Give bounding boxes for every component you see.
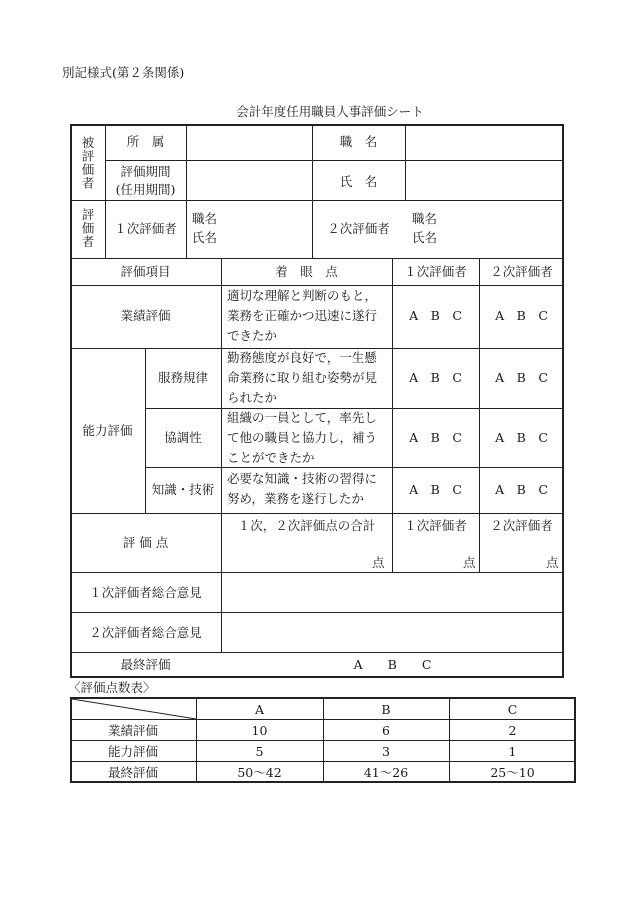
skills-focus: 必要な知識・技術の習得に 努め，業務を遂行したか [227, 471, 378, 506]
score-second-label: ２次評価者 [490, 518, 553, 533]
score-cell: 25〜10 [490, 765, 535, 780]
criteria-item-header: 評価項目 [120, 264, 171, 279]
name-label: 氏 名 [339, 174, 378, 189]
criteria-focus-header: 着 眼 点 [275, 264, 338, 279]
score-total-unit: 点 [372, 555, 385, 570]
first-evaluator-label: １次評価者 [114, 221, 177, 236]
criteria-first-header: １次評価者 [404, 264, 467, 279]
first-opinion-label: １次評価者総合意見 [89, 585, 202, 600]
position-label: 職 名 [339, 134, 378, 149]
score-cell: 41〜26 [363, 765, 409, 780]
score-cell: 50〜42 [237, 765, 282, 780]
performance-label: 業績評価 [120, 308, 171, 323]
skills-second-grades[interactable]: A B C [495, 482, 548, 497]
discipline-second-grades[interactable]: A B C [495, 370, 548, 385]
final-grades[interactable]: A B C [353, 657, 432, 672]
performance-second-grades[interactable]: A B C [495, 308, 548, 323]
score-second-unit: 点 [546, 555, 559, 570]
skills-label: 知識・技術 [151, 482, 215, 497]
second-evaluator-position-label: 職名 [412, 211, 438, 226]
score-cell: 6 [382, 723, 390, 738]
score-first-label: １次評価者 [404, 518, 467, 533]
header-note: 別記様式(第２条関係) [62, 65, 185, 80]
first-opinion-field[interactable] [222, 573, 562, 611]
period-sublabel: (任用期間) [115, 182, 176, 197]
score-total-label: １次，２次評価点の合計 [237, 518, 376, 533]
score-row-label: 最終評価 [107, 765, 158, 780]
score-row-label: 能力評価 [107, 744, 158, 759]
first-evaluator-position-label: 職名 [192, 211, 218, 226]
score-first-unit: 点 [463, 555, 476, 570]
performance-first-grades[interactable]: A B C [409, 308, 462, 323]
score-col-c: C [507, 702, 518, 717]
cooperation-second-grades[interactable]: A B C [495, 430, 548, 445]
ability-label: 能力評価 [82, 423, 133, 438]
discipline-label: 服務規律 [157, 370, 208, 385]
evaluatee-label: 被評価者 [80, 136, 95, 190]
score-cell: 3 [382, 744, 390, 759]
second-evaluator-name-label: 氏名 [412, 230, 438, 245]
cooperation-focus: 組織の一員として，率先し て他の職員と協力し，補う ことができたか [227, 410, 378, 465]
final-label: 最終評価 [120, 657, 171, 672]
sheet-title: 会計年度任用職員人事評価シート [236, 104, 424, 119]
performance-focus: 適切な理解と判断のもと， 業務を正確かつ迅速に遂行 できたか [227, 288, 378, 343]
skills-first-grades[interactable]: A B C [409, 482, 462, 497]
evaluators-label: 評価者 [80, 208, 95, 249]
dept-label: 所 属 [126, 134, 165, 149]
discipline-focus: 勤務態度が良好で，一生懸 命業務に取り組む姿勢が見 られたか [227, 350, 378, 405]
second-opinion-field[interactable] [222, 613, 562, 651]
cooperation-first-grades[interactable]: A B C [409, 430, 462, 445]
score-cell: 5 [255, 744, 264, 759]
score-cell: 1 [508, 744, 517, 759]
score-cell: 10 [251, 723, 268, 738]
score-col-b: B [381, 702, 391, 717]
second-evaluator-label: ２次評価者 [327, 221, 390, 236]
score-row-label: 業績評価 [107, 723, 158, 738]
score-col-a: A [254, 702, 265, 717]
discipline-first-grades[interactable]: A B C [409, 370, 462, 385]
score-table-title: 〈評価点数表〉 [68, 680, 156, 695]
first-evaluator-name-label: 氏名 [192, 230, 218, 245]
cooperation-label: 協調性 [164, 430, 202, 445]
second-opinion-label: ２次評価者総合意見 [89, 625, 202, 640]
criteria-second-header: ２次評価者 [490, 264, 553, 279]
score-cell: 2 [508, 723, 517, 738]
score-label: 評 価 点 [122, 535, 169, 550]
period-label: 評価期間 [120, 164, 171, 179]
diagonal-divider [70, 697, 197, 720]
